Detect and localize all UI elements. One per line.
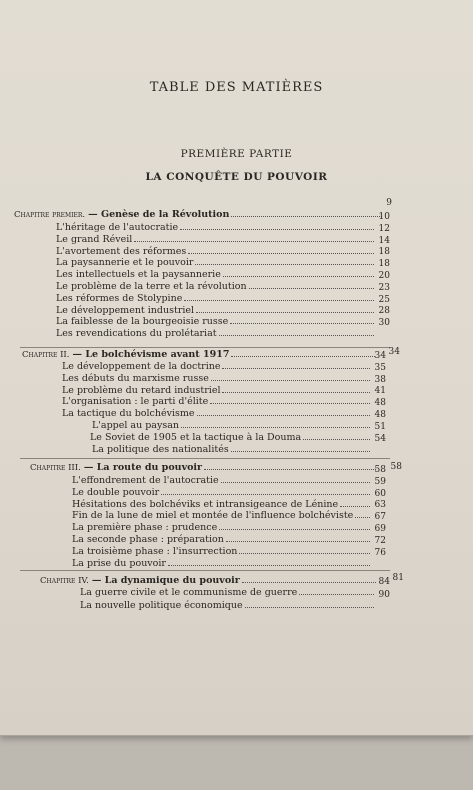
toc-entry-title: Hésitations des bolchéviks et intransigeance de Lénine [72, 499, 339, 510]
toc-entry-title: L'effondrement de l'autocratie [72, 475, 219, 486]
toc-entry-page: 28 [378, 306, 390, 316]
toc-entry-title: Les débuts du marxisme russe [62, 373, 209, 384]
toc-entry-page: 41 [374, 386, 386, 396]
toc-entry-page: 63 [374, 500, 386, 510]
dot-leader [299, 586, 374, 595]
toc-entry [72, 521, 372, 533]
toc-entry-title: Le double pouvoir [72, 487, 160, 498]
toc-entry-title: Le grand Réveil [56, 234, 133, 245]
divider [20, 458, 390, 459]
toc-entry [56, 280, 376, 292]
toc-entry [90, 431, 372, 443]
toc-entry [62, 372, 372, 384]
chapter-2-page: 34 [388, 347, 400, 357]
toc-entry-page: 60 [374, 489, 386, 499]
toc-entry-page: 18 [378, 247, 390, 257]
toc-entry-page: 58 [374, 465, 386, 475]
toc-entry-title: La tactique du bolchévisme [62, 408, 195, 419]
toc-entry-title: Le problème du retard industriel [62, 385, 221, 396]
toc-entry-page: 18 [378, 259, 390, 269]
toc-entry [80, 599, 376, 611]
dot-leader [180, 221, 374, 230]
toc-entry-page: 67 [374, 512, 386, 522]
toc-entry-page: 90 [378, 590, 390, 600]
dot-leader [249, 280, 374, 289]
toc-entry [62, 407, 372, 419]
toc-entry-page: 25 [378, 295, 390, 305]
toc-entry-title: Le Soviet de 1905 et la tactique à la Douma [90, 432, 302, 443]
dot-leader [231, 443, 370, 452]
toc-entry-page: 48 [374, 410, 386, 420]
dot-leader [195, 256, 374, 265]
toc-entry-title: L'avortement des réformes [56, 246, 187, 257]
chapter-3-page: 58 [390, 462, 402, 472]
toc-entry [72, 509, 372, 521]
toc-entry-title: L'organisation : le parti d'élite [62, 396, 209, 407]
toc-entry-page: 76 [374, 548, 386, 558]
chapter-3-heading [30, 461, 378, 473]
toc-entry-title: L'héritage de l'autocratie [56, 222, 179, 233]
toc-entry-title: Les revendications du prolétariat [56, 328, 217, 339]
toc-entry-page: 35 [374, 363, 386, 373]
toc-entry-page: 23 [378, 283, 390, 293]
chapter-2-title: — Le bolchévisme avant 1917 [72, 349, 230, 360]
dot-leader [210, 395, 370, 404]
toc-entry [92, 443, 372, 455]
chapter-4-page: 81 [392, 573, 404, 583]
part-heading: PREMIÈRE PARTIE [180, 148, 293, 160]
toc-entry-title: La seconde phase : préparation [72, 534, 224, 545]
toc-entry-page: 30 [378, 318, 390, 328]
toc-entry [62, 395, 372, 407]
dot-leader [223, 268, 374, 277]
toc-entry [56, 327, 376, 339]
chapter-4-label: Chapitre IV. [40, 576, 89, 586]
dot-leader [219, 521, 370, 530]
toc-entry-page: 84 [378, 577, 390, 587]
toc-entry-title: Fin de la lune de miel et montée de l'influence bolchéviste [72, 510, 354, 521]
toc-entry-title: L'appel au paysan [92, 420, 179, 431]
dot-leader [168, 557, 370, 566]
toc-entry-title: Le problème de la terre et la révolution [56, 281, 247, 292]
toc-entry-page: 54 [374, 434, 386, 444]
dot-leader [230, 315, 374, 324]
toc-entry [72, 545, 372, 557]
toc-entry-page: 51 [374, 422, 386, 432]
toc-entry [56, 233, 376, 245]
dot-leader [231, 348, 375, 357]
part-title: LA CONQUÊTE DU POUVOIR [145, 171, 328, 183]
toc-entry-page: 12 [378, 224, 390, 234]
toc-entry-title: Les intellectuels et la paysannerie [56, 269, 221, 280]
toc-entry-title: Les réformes de Stolypine [56, 293, 183, 304]
dot-leader [222, 360, 370, 369]
dot-leader [221, 474, 370, 483]
chapter-2-label: Chapitre II. [22, 350, 70, 360]
dot-leader [134, 233, 374, 242]
toc-entry-title: La paysannerie et le pouvoir [56, 257, 194, 268]
toc-entry [56, 256, 376, 268]
toc-entry-title: La prise du pouvoir [72, 558, 166, 569]
toc-entry-page: 48 [374, 398, 386, 408]
chapter-1-heading [14, 208, 384, 220]
chapter-1-label: Chapitre premier. [14, 210, 86, 220]
toc-entry [56, 292, 376, 304]
dot-leader [245, 599, 374, 608]
dot-leader [181, 419, 370, 428]
toc-entry [56, 268, 376, 280]
toc-entry [80, 586, 376, 598]
toc-entry [92, 419, 372, 431]
toc-entry-title: La première phase : prudence [72, 522, 218, 533]
toc-entry-title: La politique des nationalités [92, 444, 229, 455]
toc-entry-page: 20 [378, 271, 390, 281]
toc-entry-page: 59 [374, 477, 386, 487]
toc-entry-page: 38 [374, 375, 386, 385]
dot-leader [204, 461, 376, 470]
toc-entry-title: La nouvelle politique économique [80, 600, 243, 611]
toc-entry-title: Le développement de la doctrine [62, 361, 221, 372]
dot-leader [161, 486, 370, 495]
toc-entry-page: 69 [374, 524, 386, 534]
chapter-3-label: Chapitre III. [30, 463, 81, 473]
toc-entry-page: 34 [374, 351, 386, 361]
toc-entry-page: 10 [378, 212, 390, 222]
toc-entry [72, 474, 372, 486]
dot-leader [231, 208, 382, 217]
toc-entry [72, 486, 372, 498]
toc-entry-page: 14 [378, 236, 390, 246]
toc-entry-page: 72 [374, 536, 386, 546]
toc-entry-title: La troisième phase : l'insurrection [72, 546, 238, 557]
toc-entry [72, 533, 372, 545]
toc-entry [56, 315, 376, 327]
chapter-2-heading [22, 348, 377, 360]
chapter-3-title: — La route du pouvoir [83, 462, 203, 473]
dot-leader [239, 545, 370, 554]
dot-leader [197, 407, 370, 416]
dot-leader [242, 574, 376, 583]
toc-entry-title: La guerre civile et le communisme de guerre [80, 587, 298, 598]
dot-leader [219, 327, 374, 336]
toc-entry-title: Le développement industriel [56, 305, 195, 316]
page-title: TABLE DES MATIÈRES [149, 80, 324, 95]
dot-leader [226, 533, 370, 542]
toc-entry [72, 557, 372, 569]
toc-entry [62, 360, 372, 372]
chapter-1-title: — Genèse de la Révolution [88, 209, 230, 220]
toc-entry [56, 221, 376, 233]
chapter-1-page: 9 [386, 198, 392, 208]
chapter-4-title: — La dynamique du pouvoir [91, 575, 240, 586]
dot-leader [184, 292, 374, 301]
toc-entry-title: La faiblesse de la bourgeoisie russe [56, 316, 229, 327]
dot-leader [196, 304, 374, 313]
divider [20, 570, 390, 571]
dot-leader [303, 431, 370, 440]
dot-leader [188, 245, 374, 254]
dot-leader [222, 384, 370, 393]
chapter-4-heading [40, 574, 378, 586]
dot-leader [211, 372, 370, 381]
